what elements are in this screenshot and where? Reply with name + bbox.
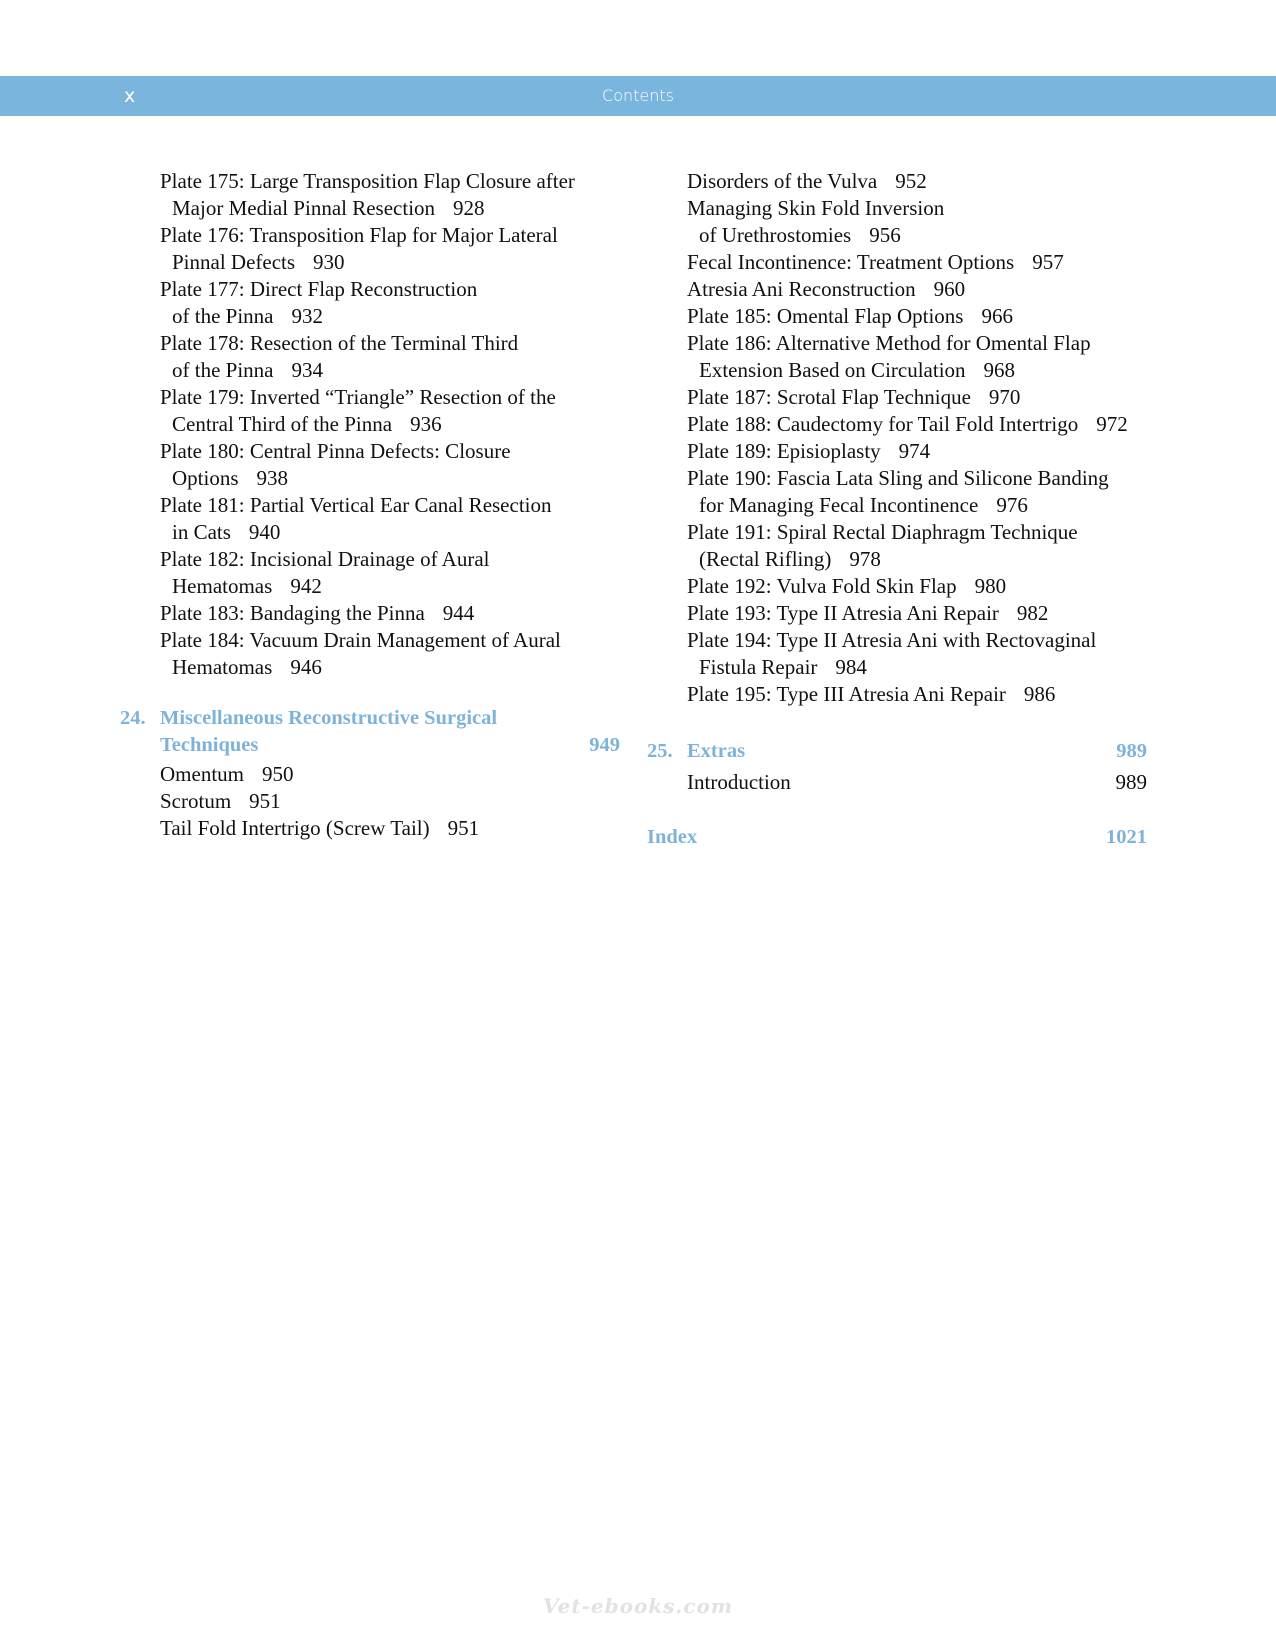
- toc-entry[interactable]: [120, 546, 620, 600]
- entry-title-line2: Central Third of the Pinna: [172, 412, 393, 436]
- toc-column-left: [120, 168, 620, 842]
- entry-title-line2: in Cats: [172, 520, 231, 544]
- entry-title: Tail Fold Intertrigo (Screw Tail): [160, 816, 430, 840]
- index-label: Index: [647, 826, 698, 848]
- entry-title: Atresia Ani Reconstruction: [687, 277, 916, 301]
- entry-page: 936: [410, 412, 442, 436]
- chapter-entry-list: [120, 761, 620, 842]
- toc-entry[interactable]: [120, 492, 620, 546]
- entry-title: Disorders of the Vulva: [687, 169, 878, 193]
- toc-entry[interactable]: [647, 168, 1147, 195]
- entry-title: Introduction: [687, 770, 791, 794]
- entry-title: Plate 180: Central Pinna Defects: Closure: [160, 439, 511, 463]
- index-page: 1021: [1106, 826, 1147, 848]
- entry-title-line2: Hematomas: [172, 655, 273, 679]
- entry-continuation: [160, 303, 620, 330]
- entry-title: Plate 189: Episioplasty: [687, 439, 881, 463]
- entry-title: Plate 188: Caudectomy for Tail Fold Intertrigo: [687, 412, 1079, 436]
- entry-title: Plate 186: Alternative Method for Omental Flap: [687, 331, 1091, 355]
- toc-entry[interactable]: [120, 815, 620, 842]
- entry-continuation: [687, 492, 1147, 519]
- entry-page: 938: [256, 466, 289, 490]
- toc-entry[interactable]: [120, 168, 620, 222]
- entry-continuation: [160, 465, 620, 492]
- entry-title: Plate 190: Fascia Lata Sling and Silicone Banding: [687, 466, 1109, 490]
- page-number: x: [124, 85, 136, 107]
- toc-entry[interactable]: [120, 438, 620, 492]
- toc-entry[interactable]: [647, 195, 1147, 249]
- entry-page: 982: [1016, 601, 1049, 625]
- entry-page: 928: [453, 196, 485, 220]
- toc-entry[interactable]: [647, 519, 1147, 573]
- entry-page: 976: [996, 493, 1028, 517]
- entry-page: 989: [1115, 770, 1147, 794]
- toc-entry[interactable]: [120, 600, 620, 627]
- entry-page: 974: [898, 439, 931, 463]
- entry-continuation: [160, 573, 620, 600]
- entry-page: 952: [895, 169, 927, 193]
- entry-page: 942: [290, 574, 322, 598]
- entry-title: Plate 184: Vacuum Drain Management of Aural: [160, 628, 561, 652]
- entry-title: Plate 175: Large Transposition Flap Closure after: [160, 169, 575, 193]
- entry-page: 934: [291, 358, 323, 382]
- entry-continuation: [687, 222, 1147, 249]
- chapter-page: 989: [1116, 740, 1147, 762]
- entry-page: 968: [983, 358, 1016, 382]
- entry-page: 930: [313, 250, 345, 274]
- entry-title-line2: of the Pinna: [172, 358, 274, 382]
- entry-page: 951: [249, 789, 281, 813]
- chapter-page: 949: [589, 734, 620, 756]
- entry-title: Plate 195: Type III Atresia Ani Repair: [687, 682, 1006, 706]
- entry-title: Plate 194: Type II Atresia Ani with Rectovaginal: [687, 628, 1097, 652]
- entry-page: 970: [988, 385, 1021, 409]
- entry-title: Plate 182: Incisional Drainage of Aural: [160, 547, 490, 571]
- entry-page: 956: [869, 223, 901, 247]
- entry-page: 951: [447, 816, 480, 840]
- entry-page: 978: [849, 547, 881, 571]
- entry-page: 986: [1023, 682, 1056, 706]
- entry-title: Plate 181: Partial Vertical Ear Canal Resection: [160, 493, 552, 517]
- entry-continuation: [687, 546, 1147, 573]
- running-title: Contents: [602, 86, 674, 105]
- entry-title: Scrotum: [160, 789, 232, 813]
- toc-entry[interactable]: [647, 384, 1147, 411]
- entry-title-line2: Hematomas: [172, 574, 273, 598]
- toc-entry[interactable]: [647, 769, 1147, 796]
- entry-page: 972: [1096, 412, 1128, 436]
- toc-entry[interactable]: [647, 573, 1147, 600]
- entry-continuation: [160, 654, 620, 681]
- toc-entry[interactable]: [120, 384, 620, 438]
- entry-title-line2: Pinnal Defects: [172, 250, 296, 274]
- chapter-heading[interactable]: [120, 705, 620, 759]
- toc-entry[interactable]: [647, 276, 1147, 303]
- entry-title: Plate 187: Scrotal Flap Technique: [687, 385, 971, 409]
- entry-title: Managing Skin Fold Inversion: [687, 196, 945, 220]
- entry-title: Plate 177: Direct Flap Reconstruction: [160, 277, 478, 301]
- toc-entry[interactable]: [647, 249, 1147, 276]
- toc-entry[interactable]: [647, 411, 1147, 438]
- entry-page: 944: [442, 601, 475, 625]
- left-entry-list: [120, 168, 620, 681]
- entry-title-line2: of Urethrostomies: [699, 223, 852, 247]
- entry-page: 984: [835, 655, 867, 679]
- entry-continuation: [160, 357, 620, 384]
- entry-page: 940: [248, 520, 281, 544]
- toc-entry[interactable]: [120, 627, 620, 681]
- entry-title-line2: Major Medial Pinnal Resection: [172, 196, 436, 220]
- entry-title-line2: Options: [172, 466, 239, 490]
- toc-entry[interactable]: [120, 276, 620, 330]
- entry-title-line2: Fistula Repair: [699, 655, 818, 679]
- entry-title: Plate 176: Transposition Flap for Major Lateral: [160, 223, 558, 247]
- entry-title: Plate 183: Bandaging the Pinna: [160, 601, 425, 625]
- entry-page: 980: [974, 574, 1007, 598]
- chapter-number: 24.: [120, 707, 146, 729]
- toc-entry[interactable]: [120, 788, 620, 815]
- chapter-heading[interactable]: [647, 738, 1147, 765]
- entry-title: Plate 192: Vulva Fold Skin Flap: [687, 574, 957, 598]
- entry-title-line2: (Rectal Rifling): [699, 547, 832, 571]
- entry-title: Plate 185: Omental Flap Options: [687, 304, 964, 328]
- toc-entry[interactable]: [647, 681, 1147, 708]
- toc-entry[interactable]: [120, 761, 620, 788]
- watermark: Vet-ebooks.com: [542, 1594, 734, 1618]
- entry-page: 960: [933, 277, 966, 301]
- toc-entry[interactable]: [647, 303, 1147, 330]
- chapter-title-line2: Techniques: [160, 734, 259, 756]
- toc-entry[interactable]: [647, 627, 1147, 681]
- entry-continuation: [687, 357, 1147, 384]
- toc-column-right: [647, 168, 1147, 851]
- entry-continuation: [160, 195, 620, 222]
- entry-title: Plate 191: Spiral Rectal Diaphragm Technique: [687, 520, 1078, 544]
- chapter-title-line1: Miscellaneous Reconstructive Surgical: [160, 707, 498, 729]
- chapter-title-line2-row: [120, 732, 620, 759]
- entry-title: Plate 178: Resection of the Terminal Third: [160, 331, 519, 355]
- toc-entry[interactable]: [120, 330, 620, 384]
- entry-title-line2: of the Pinna: [172, 304, 274, 328]
- running-header: [0, 76, 1276, 116]
- entry-page: 950: [262, 762, 294, 786]
- entry-continuation: [160, 249, 620, 276]
- entry-page: 957: [1032, 250, 1064, 274]
- entry-page: 932: [291, 304, 323, 328]
- entry-page: 946: [290, 655, 322, 679]
- toc-entry[interactable]: [647, 438, 1147, 465]
- chapter-title-line1: Extras: [687, 740, 746, 762]
- index-entry[interactable]: [647, 824, 1147, 851]
- entry-page: 966: [981, 304, 1013, 328]
- entry-title: Omentum: [160, 762, 244, 786]
- entry-continuation: [160, 519, 620, 546]
- right-entry-list: [647, 168, 1147, 708]
- chapter-entry-list: [647, 769, 1147, 796]
- toc-entry[interactable]: [120, 222, 620, 276]
- entry-title: Plate 179: Inverted “Triangle” Resection of the: [160, 385, 556, 409]
- entry-continuation: [160, 411, 620, 438]
- toc-entry[interactable]: [647, 465, 1147, 519]
- toc-entry[interactable]: [647, 330, 1147, 384]
- entry-continuation: [687, 654, 1147, 681]
- entry-title: Fecal Incontinence: Treatment Options: [687, 250, 1015, 274]
- entry-title-line2: Extension Based on Circulation: [699, 358, 966, 382]
- toc-entry[interactable]: [647, 600, 1147, 627]
- entry-title: Plate 193: Type II Atresia Ani Repair: [687, 601, 999, 625]
- chapter-number: 25.: [647, 740, 673, 762]
- entry-title-line2: for Managing Fecal Incontinence: [699, 493, 979, 517]
